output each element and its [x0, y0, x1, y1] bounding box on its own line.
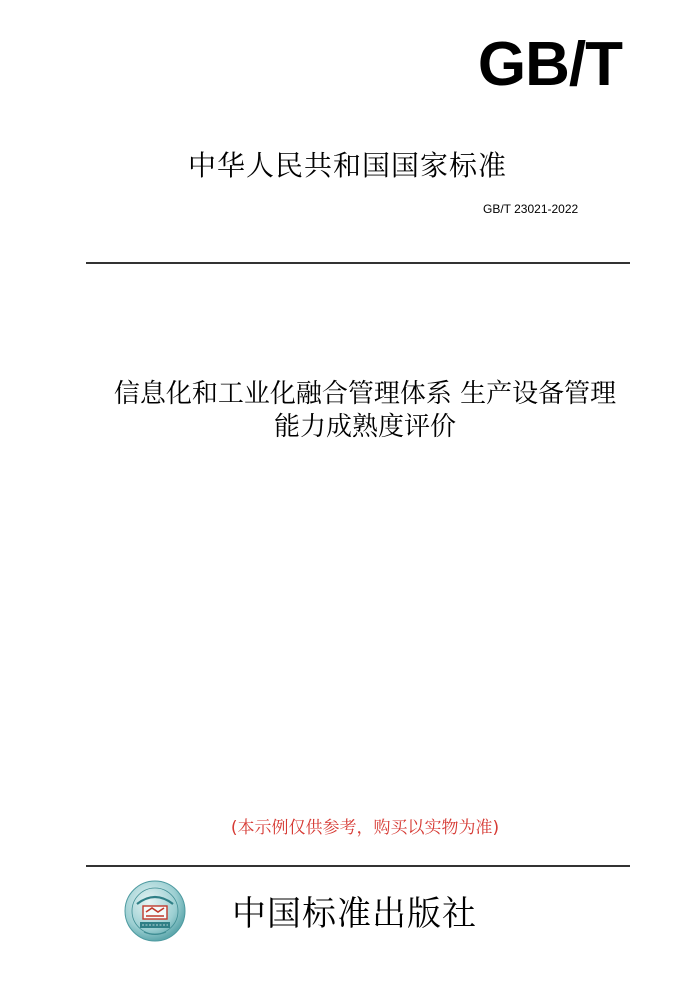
document-title	[50, 378, 680, 444]
publisher-name: 中国标准出版社	[232, 894, 477, 934]
sample-disclaimer: (本示例仅供参考，购买以实物为准)	[230, 818, 500, 838]
bottom-divider	[86, 865, 630, 867]
gbt-logo: GB/T	[477, 30, 622, 99]
document-title-line-1: 信息化和工业化融合管理体系 生产设备管理	[113, 379, 617, 409]
standard-number: GB/T 23021-2022	[483, 202, 579, 216]
document-title-line-2: 能力成熟度评价	[273, 412, 456, 442]
top-divider	[86, 262, 630, 264]
national-standard-title: 中华人民共和国国家标准	[188, 149, 508, 182]
publisher-seal-icon	[124, 880, 186, 942]
